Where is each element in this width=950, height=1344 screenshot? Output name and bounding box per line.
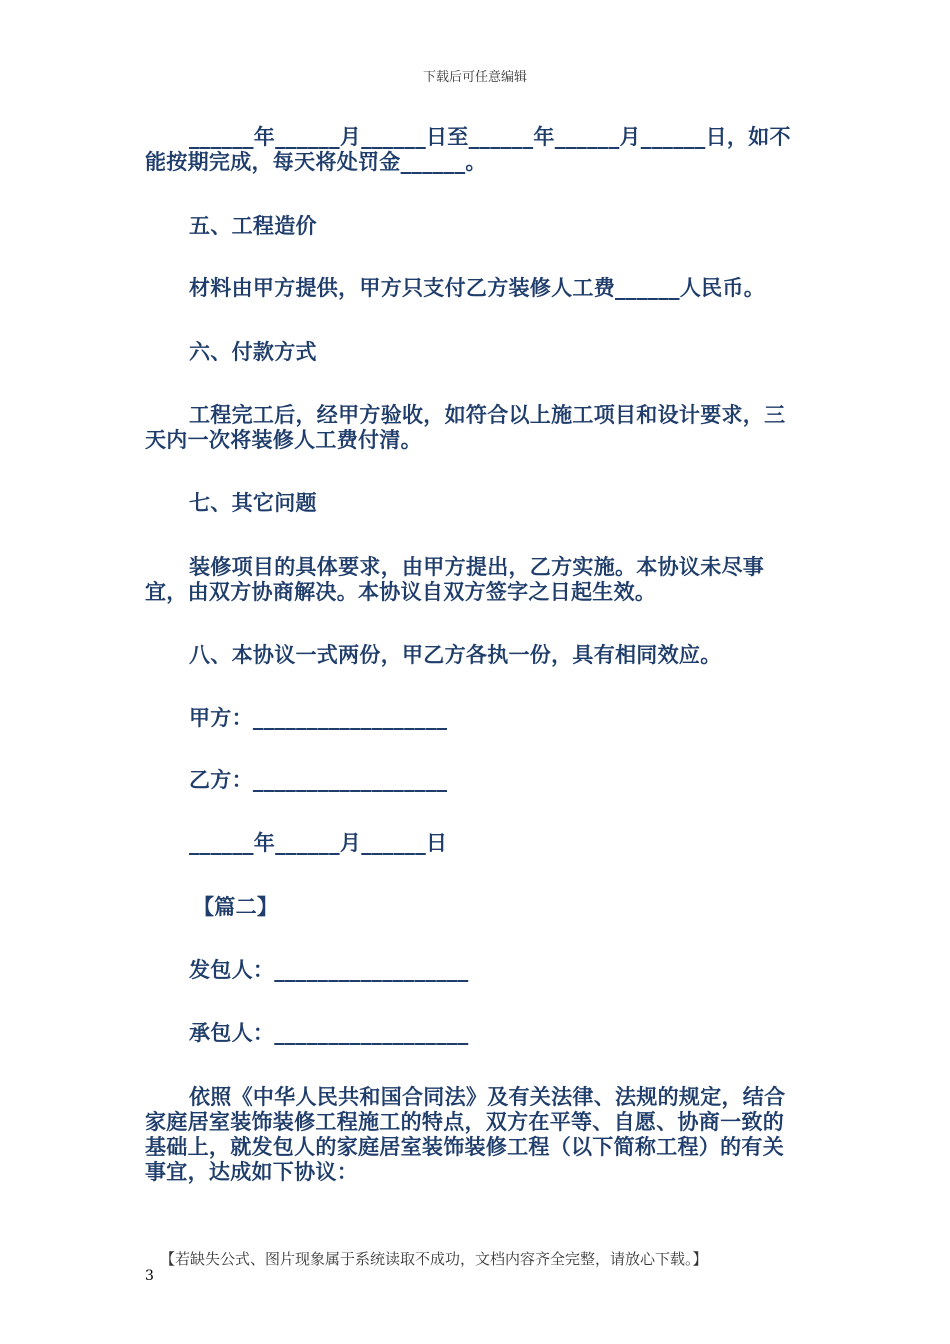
signature-date-line: ______年______月______日 (189, 830, 448, 855)
section-heading-cost: 五、工程造价 (189, 213, 317, 238)
download-notice: 【若缺失公式、图片现象属于系统读取不成功，文档内容齐全完整，请放心下载。】 (160, 1250, 708, 1268)
chapter-heading-part-two: 【篇二】 (193, 894, 279, 919)
contractor-line: 承包人：__________________ (189, 1020, 469, 1045)
paragraph-payment: 工程完工后，经甲方验收，如符合以上施工项目和设计要求，三天内一次将装修人工费付清。 (145, 402, 786, 452)
section-heading-other: 七、其它问题 (189, 490, 317, 515)
paragraph-cost: 材料由甲方提供，甲方只支付乙方装修人工费______人民币。 (189, 275, 765, 300)
document-body (145, 124, 795, 1224)
paragraph-date-penalty: ______年______月______日至______年______月______日，如不能按期完成，每天将处罚金______。 (145, 124, 791, 174)
paragraph-copies: 八、本协议一式两份，甲乙方各执一份，具有相同效应。 (189, 642, 722, 667)
paragraph-other: 装修项目的具体要求，由甲方提出，乙方实施。本协议未尽事宜，由双方协商解决。本协议自双方签字之日起生效。 (145, 554, 765, 604)
page-header-note: 下载后可任意编辑 (422, 70, 527, 85)
paragraph-contract-basis: 依照《中华人民共和国合同法》及有关法律、法规的规定，结合家庭居室装饰装修工程施工的特点，双方在平等、自愿、协商一致的基础上，就发包人的家庭居室装饰装修工程（以下简称工程）的有关事宜，达成如下协议： (145, 1084, 786, 1184)
page-number: 3 (145, 1268, 154, 1284)
employer-line: 发包人：__________________ (189, 957, 469, 982)
party-a-signature-line: 甲方：__________________ (189, 705, 448, 730)
section-heading-payment: 六、付款方式 (189, 339, 317, 364)
party-b-signature-line: 乙方：__________________ (189, 767, 448, 792)
